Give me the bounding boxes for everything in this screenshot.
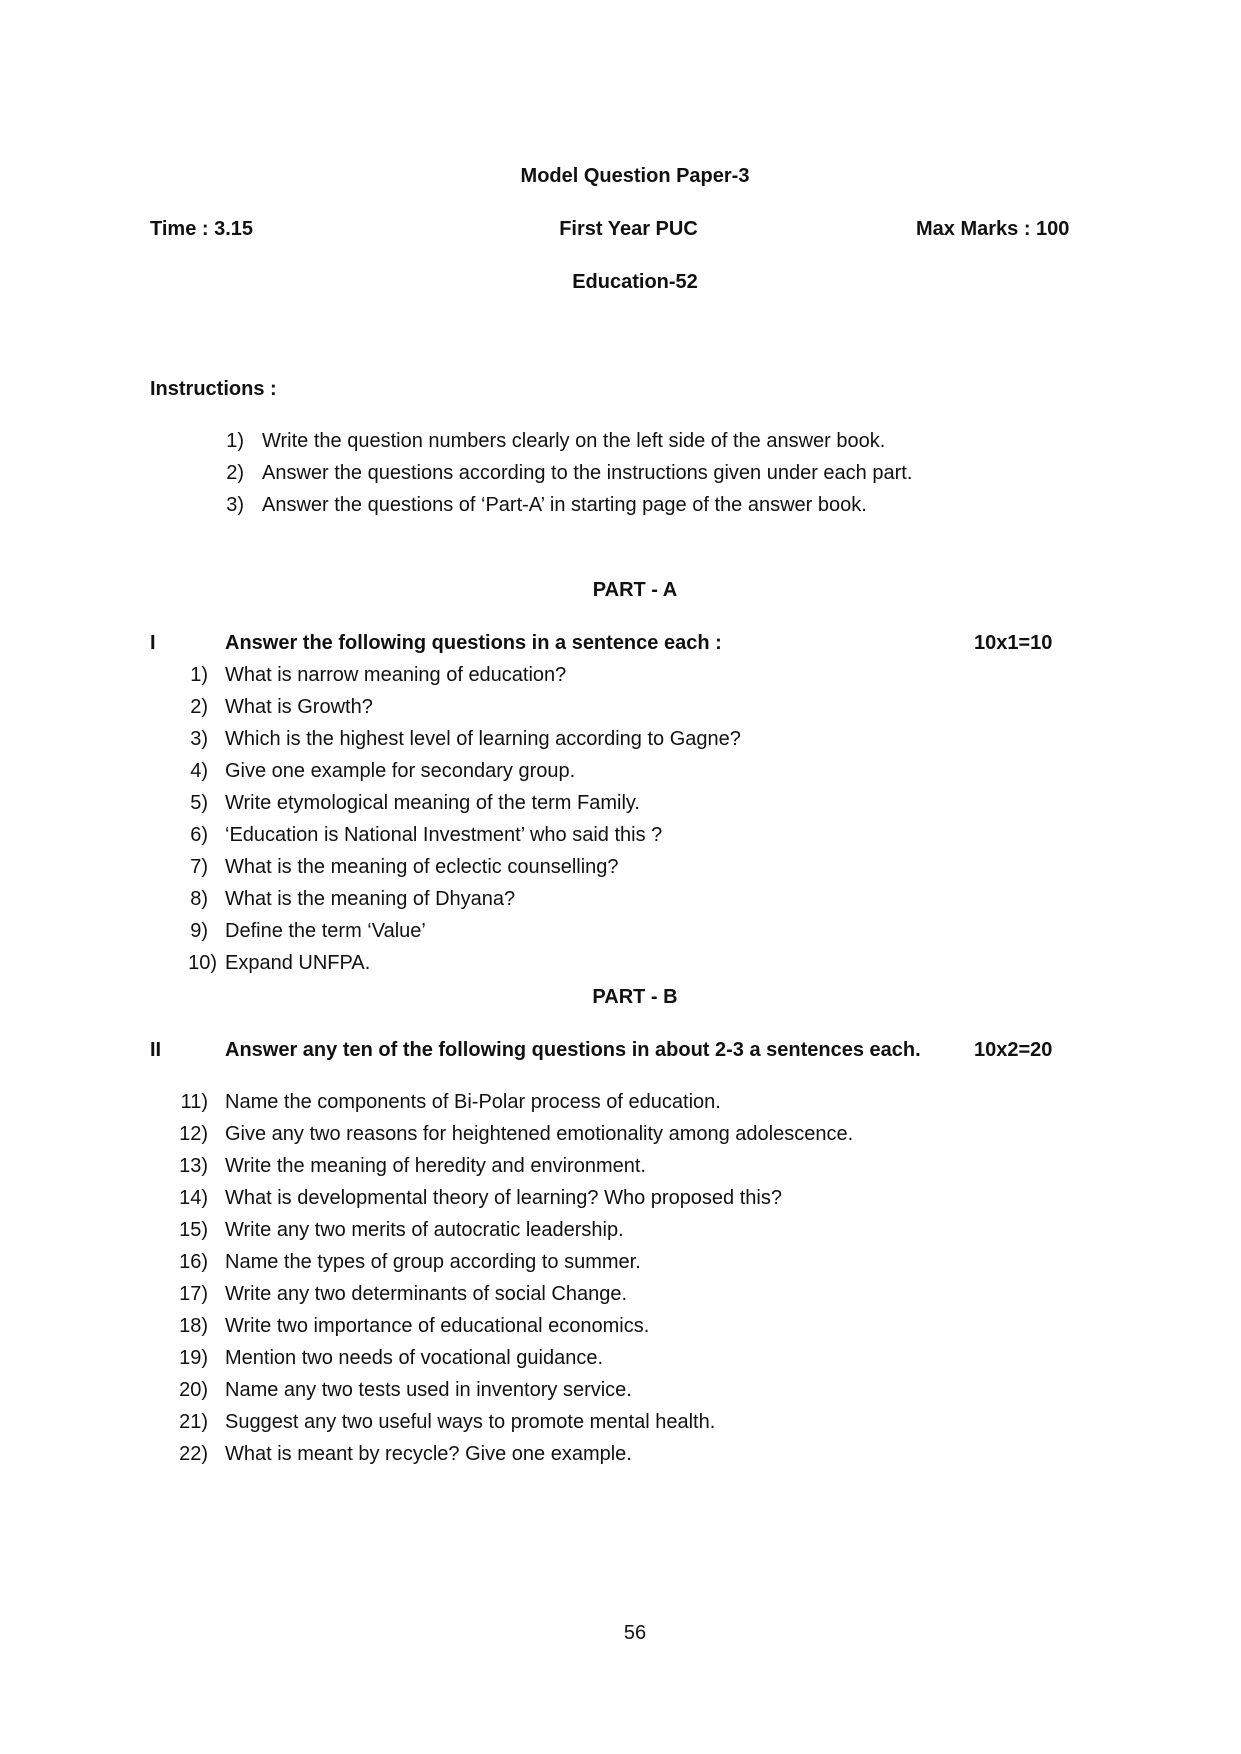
question-number: 21) (179, 1411, 208, 1433)
question-number: 6) (190, 824, 208, 846)
instruction-number: 2) (226, 462, 244, 484)
section-marks: 10x2=20 (974, 1039, 1053, 1061)
section-marks: 10x1=10 (974, 632, 1053, 654)
question-text: Name the types of group according to summer. (225, 1251, 641, 1273)
paper-title: Model Question Paper-3 (520, 165, 750, 187)
section-instruction: Answer the following questions in a sentence each : (225, 632, 722, 654)
question-text: Expand UNFPA. (225, 952, 371, 974)
question-number: 7) (190, 856, 208, 878)
question-text: Give one example for secondary group. (225, 760, 576, 782)
question-text: What is the meaning of Dhyana? (225, 888, 516, 910)
question-text: Define the term ‘Value’ (225, 920, 426, 942)
instruction-text: Answer the questions of ‘Part-A’ in starting page of the answer book. (262, 494, 867, 516)
question-number: 5) (190, 792, 208, 814)
part-b-heading: PART - B (592, 986, 678, 1008)
question-number: 1) (190, 664, 208, 686)
subject-label: Education-52 (572, 271, 698, 293)
question-number: 18) (179, 1315, 208, 1337)
question-number: 9) (190, 920, 208, 942)
max-marks-label: Max Marks : 100 (916, 218, 1070, 240)
time-label: Time : 3.15 (150, 218, 254, 240)
instruction-text: Answer the questions according to the instructions given under each part. (262, 462, 913, 484)
question-text: Write two importance of educational economics. (225, 1315, 650, 1337)
section-instruction: Answer any ten of the following questions in about 2-3 a sentences each. (225, 1039, 921, 1061)
question-number: 12) (179, 1123, 208, 1145)
section-number: II (150, 1039, 162, 1061)
question-text: Name the components of Bi-Polar process of education. (225, 1091, 721, 1113)
section-number: I (150, 632, 156, 654)
question-number: 3) (190, 728, 208, 750)
question-number: 4) (190, 760, 208, 782)
question-number: 11) (180, 1091, 208, 1113)
question-number: 22) (179, 1443, 208, 1465)
question-number: 19) (179, 1347, 208, 1369)
question-text: Write any two merits of autocratic leadership. (225, 1219, 624, 1241)
question-text: Which is the highest level of learning according to Gagne? (225, 728, 741, 750)
question-number: 8) (190, 888, 208, 910)
question-number: 2) (190, 696, 208, 718)
question-text: What is narrow meaning of education? (225, 664, 567, 686)
instructions-heading: Instructions : (150, 378, 277, 400)
question-number: 13) (179, 1155, 208, 1177)
question-text: Write the meaning of heredity and environment. (225, 1155, 646, 1177)
question-number: 14) (179, 1187, 208, 1209)
question-number: 20) (179, 1379, 208, 1401)
question-number: 10) (188, 952, 217, 974)
class-label: First Year PUC (559, 218, 698, 240)
question-text: What is meant by recycle? Give one example. (225, 1443, 632, 1465)
part-a-heading: PART - A (592, 579, 678, 601)
question-text: Write any two determinants of social Change. (225, 1283, 628, 1305)
instruction-number: 1) (226, 430, 244, 452)
question-number: 17) (179, 1283, 208, 1305)
question-text: What is developmental theory of learning? Who proposed this? (225, 1187, 782, 1209)
question-text: ‘Education is National Investment’ who said this ? (225, 824, 663, 846)
instruction-text: Write the question numbers clearly on the left side of the answer book. (262, 430, 886, 452)
question-text: Mention two needs of vocational guidance. (225, 1347, 604, 1369)
question-text: Name any two tests used in inventory service. (225, 1379, 632, 1401)
question-text: What is the meaning of eclectic counselling? (225, 856, 619, 878)
question-text: What is Growth? (225, 696, 373, 718)
page-number: 56 (623, 1622, 647, 1644)
instruction-number: 3) (226, 494, 244, 516)
question-number: 16) (179, 1251, 208, 1273)
question-text: Give any two reasons for heightened emotionality among adolescence. (225, 1123, 854, 1145)
question-number: 15) (179, 1219, 208, 1241)
question-text: Write etymological meaning of the term Family. (225, 792, 640, 814)
question-text: Suggest any two useful ways to promote mental health. (225, 1411, 716, 1433)
